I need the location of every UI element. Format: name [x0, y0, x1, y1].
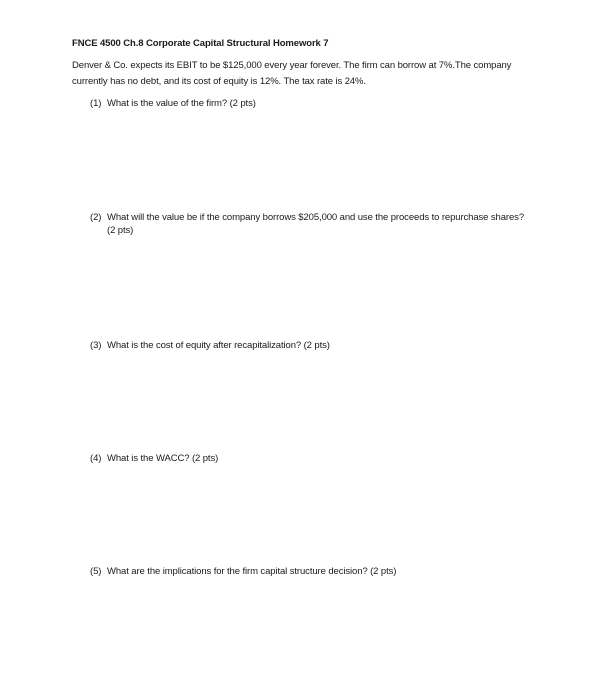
- question-number: (1): [90, 98, 102, 109]
- question-3: [90, 339, 550, 352]
- question-text: What will the value be if the company borrows $205,000 and use the proceeds to repurchase shares? (2 pts): [107, 212, 524, 236]
- document-title: FNCE 4500 Ch.8 Corporate Capital Structural Homework 7: [72, 38, 329, 49]
- question-1: [90, 97, 550, 110]
- question-number: (5): [90, 566, 102, 577]
- question-text: What is the cost of equity after recapitalization? (2 pts): [107, 340, 330, 351]
- question-2: [90, 211, 550, 237]
- question-text: What are the implications for the firm capital structure decision? (2 pts): [107, 566, 397, 577]
- problem-statement: [72, 58, 557, 90]
- question-number: (3): [90, 340, 102, 351]
- question-5: [90, 565, 550, 578]
- question-text: What is the WACC? (2 pts): [107, 453, 219, 464]
- question-text: What is the value of the firm? (2 pts): [107, 98, 256, 109]
- question-number: (4): [90, 453, 102, 464]
- problem-statement-line-1: Denver & Co. expects its EBIT to be $125,000 every year forever. The firm can borrow at 7%.The company: [72, 60, 512, 71]
- problem-statement-line-2: currently has no debt, and its cost of equity is 12%. The tax rate is 24%.: [72, 76, 366, 87]
- question-number: (2): [90, 212, 102, 223]
- question-4: [90, 452, 550, 465]
